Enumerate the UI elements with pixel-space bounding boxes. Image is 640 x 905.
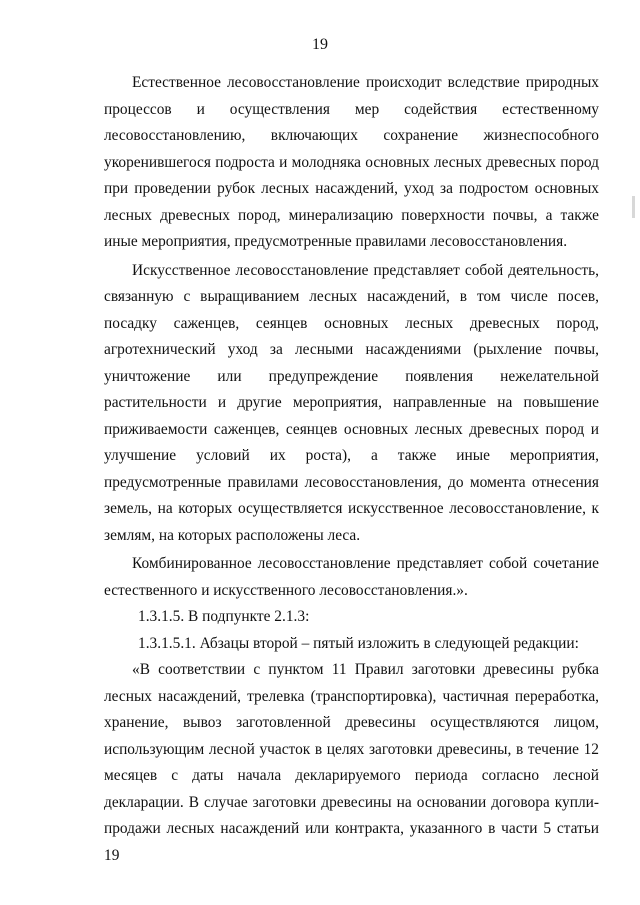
paragraph-logging-rules: «В соответствии с пунктом 11 Правил заготовки древесины рубка лесных насаждений, трелевка (транспортировка), частичная переработка, хранение, вывоз заготовленной древесины осуществляются лицом, использующим лесной участок в целях заготовки древесины, в течение 12 месяцев с даты начала декларируемого периода согласно лесной декларации. В случае заготовки древесины на основании договора купли-продажи лесных насаждений или контракта, указанного в части 5 статьи 19	[104, 661, 599, 864]
paragraph-artificial-reforestation: Искусственное лесовосстановление представляет собой деятельность, связанную с выращиванием лесных насаждений, в том числе посев, посадку саженцев, сеянцев основных лесных древесных пород, агротехнический уход за лесными насаждениями (рыхление почвы, уничтожение или предупреждение появления нежелательной растительности и другие мероприятия, направленные на повышение приживаемости саженцев, сеянцев основных лесных древесных пород и улучшение условий их роста), а также иные мероприятия, предусмотренные правилами лесовосстановления, до момента отнесения земель, на которых осуществляется искусственное лесовосстановление, к землям, на которых расположены леса.	[104, 261, 599, 544]
item-1-3-1-5-1: 1.3.1.5.1. Абзацы второй – пятый изложить в следующей редакции:	[138, 634, 579, 652]
item-1-3-1-5: 1.3.1.5. В подпункте 2.1.3:	[138, 608, 310, 625]
scan-edge-mark	[632, 196, 635, 218]
document-body	[104, 70, 599, 869]
paragraph-combined-reforestation: Комбинированное лесовосстановление представляет собой сочетание естественного и искусственного лесовосстановления.».	[104, 555, 599, 599]
page-number: 19	[312, 36, 328, 53]
paragraph-natural-reforestation: Естественное лесовосстановление происходит вследствие природных процессов и осуществления мер содействия естественному лесовосстановлению, включающих сохранение жизнеспособного укоренившегося подроста и молодняка основных лесных древесных пород при проведении рубок лесных насаждений, уход за подростом основных лесных древесных пород, минерализацию поверхности почвы, а также иные мероприятия, предусмотренные правилами лесовосстановления.	[104, 74, 599, 250]
